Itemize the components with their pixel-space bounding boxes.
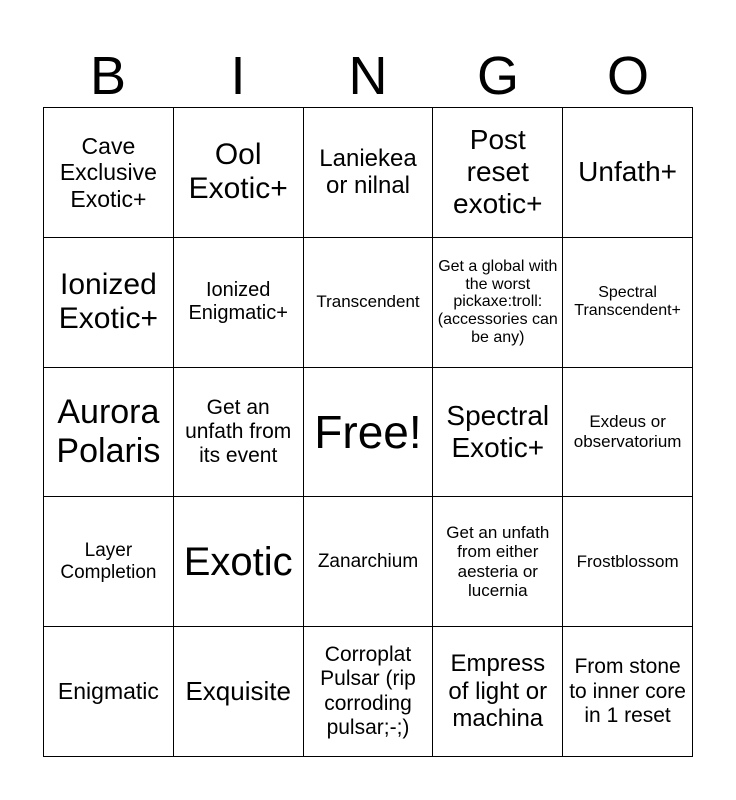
bingo-cell[interactable] bbox=[304, 497, 434, 627]
bingo-cell[interactable] bbox=[563, 108, 693, 238]
bingo-cell[interactable] bbox=[174, 238, 304, 368]
cell-label: Spectral Transcendent+ bbox=[574, 283, 681, 320]
cell-label: Laniekea or nilnal bbox=[319, 144, 417, 200]
bingo-cell[interactable] bbox=[44, 238, 174, 368]
bingo-cell[interactable] bbox=[433, 497, 563, 627]
cell-label: Get an unfath from either aesteria or lucernia bbox=[446, 522, 550, 601]
bingo-cell[interactable] bbox=[433, 108, 563, 238]
bingo-cell[interactable] bbox=[174, 108, 304, 238]
bingo-cell[interactable] bbox=[304, 627, 434, 757]
cell-label: Get a global with the worst pickaxe:troll: (accessories can be any) bbox=[437, 258, 558, 346]
free-space-cell[interactable] bbox=[304, 368, 434, 498]
cell-label: Get an unfath from its event bbox=[185, 395, 292, 468]
bingo-cell[interactable] bbox=[44, 108, 174, 238]
bingo-cell[interactable] bbox=[174, 368, 304, 498]
cell-label: Spectral Exotic+ bbox=[446, 399, 550, 463]
header-letter-b: B bbox=[89, 46, 127, 106]
cell-label: Frostblossom bbox=[576, 552, 679, 572]
bingo-header bbox=[43, 46, 693, 106]
cell-label: Layer Completion bbox=[60, 539, 157, 583]
bingo-cell[interactable] bbox=[563, 238, 693, 368]
cell-label: From stone to inner core in 1 reset bbox=[569, 655, 686, 727]
header-letter-o: O bbox=[606, 46, 649, 106]
cell-label: Unfath+ bbox=[578, 156, 678, 188]
cell-label: Zanarchium bbox=[317, 550, 419, 572]
bingo-cell[interactable] bbox=[304, 108, 434, 238]
cell-label: Enigmatic bbox=[57, 678, 159, 705]
bingo-cell[interactable] bbox=[563, 368, 693, 498]
header-letter-g: G bbox=[476, 46, 519, 106]
bingo-cell[interactable] bbox=[44, 497, 174, 627]
bingo-cell[interactable] bbox=[44, 368, 174, 498]
bingo-cell[interactable] bbox=[304, 238, 434, 368]
bingo-cell[interactable] bbox=[433, 627, 563, 757]
cell-label: Ionized Exotic+ bbox=[58, 267, 158, 336]
bingo-cell[interactable] bbox=[174, 627, 304, 757]
cell-label: Aurora Polaris bbox=[56, 392, 161, 470]
cell-label: Ionized Enigmatic+ bbox=[188, 279, 288, 325]
header-letter-n: N bbox=[348, 46, 388, 106]
bingo-cell[interactable] bbox=[44, 627, 174, 757]
cell-label: Ool Exotic+ bbox=[188, 137, 288, 206]
cell-label: Cave Exclusive Exotic+ bbox=[59, 132, 157, 212]
cell-label: Empress of light or machina bbox=[448, 650, 548, 733]
cell-label: Transcendent bbox=[316, 292, 420, 312]
cell-label: Exquisite bbox=[185, 675, 291, 706]
cell-label: Corroplat Pulsar (rip corroding pulsar;-;) bbox=[320, 643, 416, 739]
cell-label: Exotic bbox=[183, 539, 293, 584]
header-letter-i: I bbox=[230, 46, 246, 106]
bingo-cell[interactable] bbox=[563, 497, 693, 627]
cell-label: Post reset exotic+ bbox=[453, 124, 543, 220]
bingo-cell[interactable] bbox=[433, 368, 563, 498]
cell-label: Exdeus or observatorium bbox=[573, 412, 682, 451]
bingo-board bbox=[43, 107, 693, 757]
free-space-label: Free! bbox=[314, 405, 422, 458]
bingo-cell[interactable] bbox=[433, 238, 563, 368]
bingo-cell[interactable] bbox=[174, 497, 304, 627]
bingo-cell[interactable] bbox=[563, 627, 693, 757]
